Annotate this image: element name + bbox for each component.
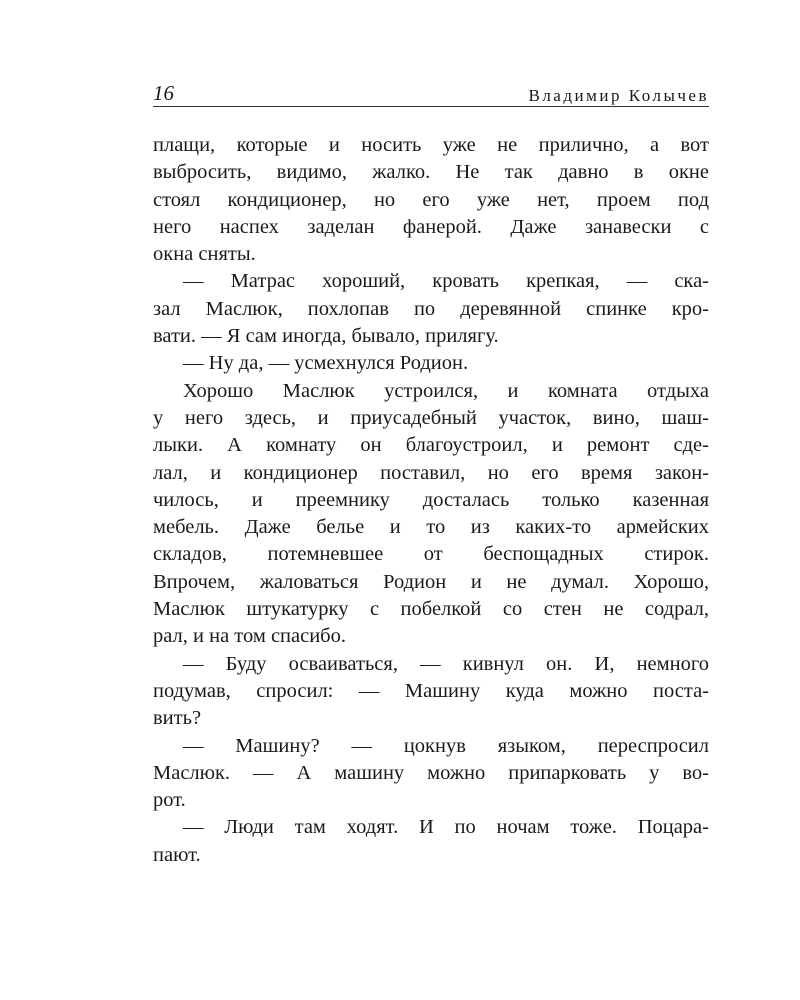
text-line: выбросить, видимо, жалко. Не так давно в окне: [153, 161, 709, 184]
text-line: окна сняты.: [153, 243, 256, 266]
running-title: Владимир Колычев: [528, 86, 709, 105]
text-line: него наспех заделан фанерой. Даже занавески с: [153, 215, 709, 238]
text-line: пают.: [153, 843, 201, 866]
text-line: лал, и кондиционер поставил, но его время закон-: [153, 461, 709, 484]
text-line: складов, потемневшее от беспощадных стирок.: [153, 543, 709, 566]
text-line: — Ну да, — усмехнулся Родион.: [183, 352, 469, 375]
text-line: мебель. Даже белье и то из каких-то армейских: [153, 516, 709, 539]
text-line: чилось, и преемнику досталась только казенная: [153, 488, 709, 511]
text-line: вить?: [153, 707, 202, 730]
text-line: Маслюк штукатурку с побелкой со стен не содрал,: [153, 598, 709, 621]
text-line: вати. — Я сам иногда, бывало, прилягу.: [153, 325, 499, 348]
text-line: Хорошо Маслюк устроился, и комната отдыха: [183, 379, 709, 402]
text-line: рот.: [153, 789, 186, 812]
text-line: рал, и на том спасибо.: [153, 625, 346, 648]
text-line: у него здесь, и приусадебный участок, вино, шаш-: [153, 406, 709, 429]
text-line: — Матрас хороший, кровать крепкая, — ска-: [183, 270, 709, 293]
text-line: подумав, спросил: — Машину куда можно поста-: [153, 679, 709, 702]
text-line: — Буду осваиваться, — кивнул он. И, немного: [183, 652, 709, 675]
body-text: [153, 132, 709, 869]
page-header: [153, 80, 709, 104]
page-number: 16: [153, 81, 174, 105]
text-line: стоял кондиционер, но его уже нет, проем под: [153, 188, 709, 211]
text-line: плащи, которые и носить уже не прилично, а вот: [153, 134, 709, 156]
header-rule: [153, 106, 709, 107]
text-line: Впрочем, жаловаться Родион и не думал. Хорошо,: [153, 570, 709, 593]
text-line: зал Маслюк, похлопав по деревянной спинке кро-: [153, 297, 709, 320]
text-line: — Машину? — цокнув языком, переспросил: [183, 734, 709, 757]
text-line: Маслюк. — А машину можно припарковать у во-: [153, 761, 709, 784]
text-line: лыки. А комнату он благоустроил, и ремонт сде-: [153, 434, 709, 457]
text-line: — Люди там ходят. И по ночам тоже. Поцара-: [183, 816, 709, 839]
